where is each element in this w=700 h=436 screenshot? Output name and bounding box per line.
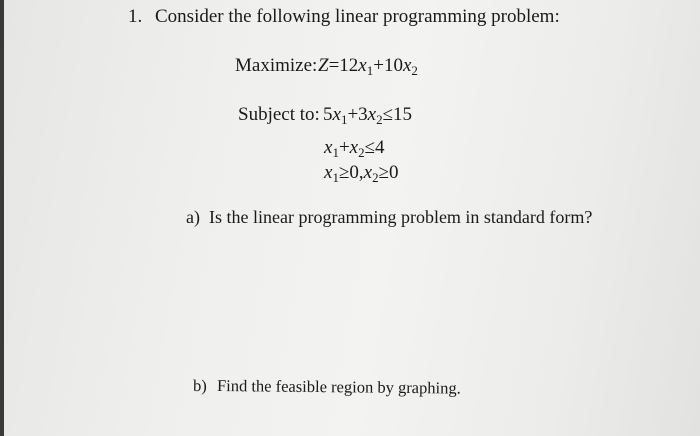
objective-z: Z — [318, 55, 329, 76]
c1-x2-sub: 2 — [376, 112, 383, 127]
left-edge-shadow — [0, 0, 4, 436]
constraint-3 — [324, 162, 399, 185]
c2-x1: x — [324, 137, 333, 158]
c1-x1-sub: 1 — [340, 112, 348, 127]
c3-x2-sub: 2 — [372, 170, 379, 185]
subject-to-label: Subject to: — [238, 104, 320, 125]
objective-x2: x — [402, 55, 412, 76]
c1-coef-b: +3 — [347, 104, 368, 125]
c1-relation: ≤15 — [382, 104, 413, 125]
question-a-label: a) — [186, 207, 200, 227]
problem-number: 1. — [128, 6, 143, 27]
c2-plus: + — [338, 137, 350, 158]
maximize-label: Maximize: — [235, 55, 318, 76]
c3-x2: x — [363, 162, 373, 183]
c2-x2: x — [349, 137, 359, 158]
c1-x2: x — [367, 104, 377, 125]
question-a-text: Is the linear programming problem in standard form? — [209, 207, 593, 227]
c3-relation-2: ≥0 — [378, 162, 399, 183]
c1-coef-a: 5 — [323, 104, 333, 125]
question-b-label: b) — [192, 376, 207, 396]
question-b-text: Find the feasible region by graphing. — [216, 376, 461, 398]
objective-coef-1: =12 — [328, 55, 359, 76]
c3-relation-1: ≥0, — [338, 162, 364, 183]
c2-x2-sub: 2 — [358, 145, 365, 160]
c1-x1: x — [332, 104, 341, 125]
objective-function — [318, 55, 418, 78]
c3-x1: x — [324, 162, 333, 183]
objective-x1: x — [358, 55, 367, 76]
objective-x1-sub: 1 — [366, 63, 374, 78]
constraint-1 — [323, 104, 413, 127]
c2-x1-sub: 1 — [332, 145, 339, 160]
objective-x2-sub: 2 — [411, 63, 418, 78]
objective-coef-2: +10 — [373, 55, 403, 76]
c2-relation: ≤4 — [364, 137, 385, 158]
constraint-2 — [324, 137, 385, 160]
c3-x1-sub: 1 — [332, 170, 339, 185]
problem-prompt: Consider the following linear programming problem: — [155, 6, 560, 27]
